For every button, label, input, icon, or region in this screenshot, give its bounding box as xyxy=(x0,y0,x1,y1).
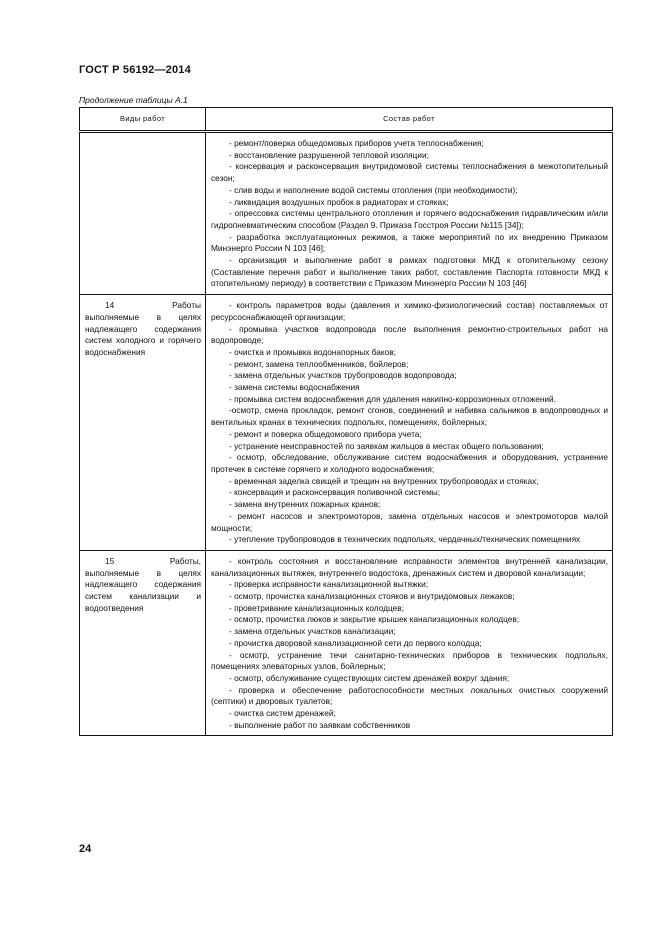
table-body xyxy=(80,132,613,736)
list-item: - разработка эксплуатационных режимов, а также мероприятий по их внедрению Приказом Минэнерго России N 103 [46]; xyxy=(211,231,608,254)
work-type-text: 15 Работы, выполняемые в целях надлежащего содержания систем канализации и водоотведения xyxy=(85,555,201,613)
list-item: - замена отдельных участков канализации; xyxy=(229,626,396,637)
list-item: - ремонт/поверка общедомовых приборов учета теплоснабжения; xyxy=(229,138,484,148)
list-item: - контроль состояния и восстановление исправности элементов внутренней канализации, канализационных вытяжек, внутреннего водостока, дренажных систем и дворовой канализации; xyxy=(211,555,608,578)
list-item: - консервация и расконсервация внутридомовой системы теплоснабжения в межотопительный сезон; xyxy=(211,161,608,184)
list-item: - осмотр, обследование, обслуживание систем водоснабжения и оборудования, устранение протечек в системе горячего и холодного водоснабжения; xyxy=(211,452,608,474)
table-header-row xyxy=(80,108,613,132)
list-item: - опрессовка системы центрального отопления и горячего водоснабжения гидравлическим и/или гидропневматическим способом (Раздел 9. Приказа Госстроя России №115 [34]); xyxy=(211,208,608,230)
list-item: - ремонт, замена теплообменников, бойлеров; xyxy=(229,358,409,369)
list-item: - проветривание канализационных колодцев; xyxy=(229,602,405,613)
list-item: - организация и выполнение работ в рамках подготовки МКД к отопительному сезону (Составление перечня работ и выполнение таких работ, составление Паспорта готовности МКД к отопительному периоду) в соответствии с Приказом Минэнерго России N 103 [46] xyxy=(211,255,608,289)
list-item: - утепление трубопроводов в технических подпольях, чердачных/технических помещениях xyxy=(229,534,581,545)
list-item: - очистка и промывка водонапорных баков; xyxy=(229,346,396,357)
list-item: - проверка исправности канализационной вытяжки; xyxy=(229,579,429,590)
document-code: ГОСТ Р 56192—2014 xyxy=(79,64,191,76)
list-item: - осмотр, устранение течи санитарно-технических приборов в технических подпольях, помещениях элеваторных узлов, бойлерных; xyxy=(211,649,608,672)
list-item: - осмотр, обслуживание существующих систем дренажей вокруг здания; xyxy=(229,672,510,683)
works-table xyxy=(79,107,613,736)
list-item: - ремонт насосов и электромоторов, замена отдельных насосов и электромоторов малой мощности; xyxy=(211,510,608,533)
table-continuation-caption: Продолжение таблицы А.1 xyxy=(79,95,188,105)
work-composition-cell xyxy=(206,550,613,736)
list-item: - выполнение работ по заявкам собственников xyxy=(229,719,411,730)
list-item: - ликвидация воздушных пробок в радиаторах и стояках; xyxy=(229,196,449,207)
list-item: - ремонт и поверка общедомового прибора учета; xyxy=(229,428,422,439)
list-item: - проверка и обеспечение работоспособности местных локальных очистных сооружений (септики) и дворовых туалетов; xyxy=(211,684,608,707)
list-item: - устранение неисправностей по заявкам жильцов в местах общего пользования; xyxy=(229,440,544,451)
table-row xyxy=(80,132,613,295)
list-item: - консервация и расконсервация поливочной системы; xyxy=(229,487,441,498)
list-item: - контроль параметров воды (давления и химико-физиологический состав) поставляемых от ресурсоснабжающей организации; xyxy=(211,300,608,322)
table-row xyxy=(80,295,613,551)
list-item: - промывка систем водоснабжения для удаления накипно-коррозионных отложений. xyxy=(229,393,556,404)
work-type-text: 14 Работы выполняемые в целях надлежащего содержания систем холодного и горячего водоснабжения xyxy=(85,300,201,357)
work-type-cell xyxy=(80,550,206,736)
list-item: - очистка систем дренажей; xyxy=(229,708,336,719)
page-number: 24 xyxy=(79,843,92,855)
list-item: - промывка участков водопровода после выполнения ремонтно-строительных работ на водопроводе; xyxy=(211,323,608,346)
table-row xyxy=(80,550,613,736)
list-item: - осмотр, прочистка люков и закрытие крышек канализационных колодцев; xyxy=(229,614,520,625)
list-item: - замена системы водоснабжения xyxy=(229,382,360,393)
list-item: - восстановление разрушенной тепловой изоляции; xyxy=(229,149,429,160)
work-type-cell xyxy=(80,295,206,551)
list-item: - слив воды и наполнение водой системы отопления (при необходимости); xyxy=(229,184,518,195)
work-composition-cell xyxy=(206,295,613,551)
list-item: -осмотр, смена прокладок, ремонт сгонов, соединений и набивка сальников в водопроводных и вентильных кранах в технических подпольях, помещениях, бойлерных; xyxy=(211,405,608,428)
column-header-work-composition: Состав работ xyxy=(206,108,613,132)
list-item: - замена отдельных участков трубопроводов водопровода; xyxy=(229,370,457,381)
list-item: - замена внутренних пожарных кранов; xyxy=(229,499,381,510)
work-type-cell xyxy=(80,132,206,295)
list-item: - прочистка дворовой канализационной сети до первого колодца; xyxy=(229,637,482,648)
work-composition-cell xyxy=(206,132,613,295)
column-header-work-type: Виды работ xyxy=(80,108,206,132)
list-item: - временная заделка свищей и трещин на внутренних трубопроводах и стояках; xyxy=(229,475,539,486)
list-item: - осмотр, прочистка канализационных стояков и внутридомовых лежаков; xyxy=(229,591,515,602)
